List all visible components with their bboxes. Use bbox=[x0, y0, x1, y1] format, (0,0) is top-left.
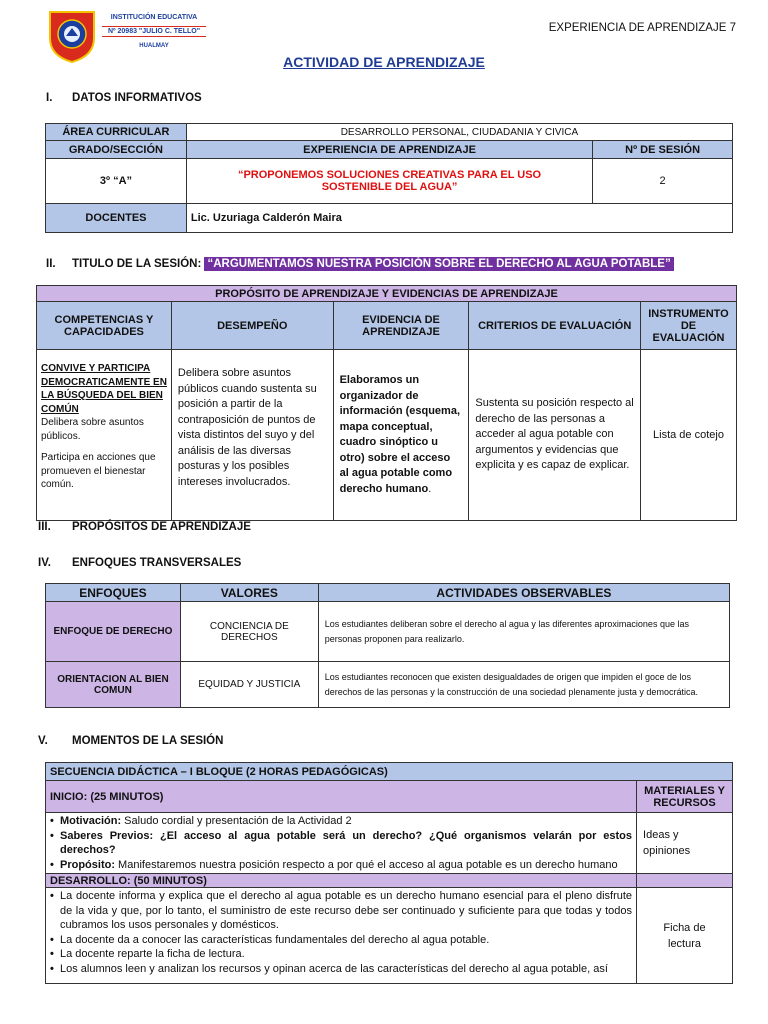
inicio-item-1 bbox=[50, 814, 632, 829]
inicio-label: INICIO: (25 MINUTOS) bbox=[46, 781, 637, 813]
proposito-table bbox=[36, 285, 737, 521]
valor-row-1: CONCIENCIA DE DERECHOS bbox=[180, 602, 318, 662]
logo-line-1: INSTITUCIÓN EDUCATIVA bbox=[110, 14, 198, 21]
capacidad-2: Participa en acciones que promueven el bienestar común. bbox=[41, 452, 156, 490]
desarrollo-materiales-header bbox=[637, 874, 733, 888]
grado-value: 3º “A” bbox=[46, 159, 187, 204]
section-1-title: DATOS INFORMATIVOS bbox=[72, 92, 202, 104]
motivacion-label: Motivación: bbox=[60, 815, 122, 827]
desarrollo-label: DESARROLLO: (50 MINUTOS) bbox=[46, 874, 637, 888]
sesion-value: 2 bbox=[593, 159, 733, 204]
competencia-title: CONVIVE Y PARTICIPA DEMOCRATICAMENTE EN LA BÚSQUEDA DEL BIEN COMÚN bbox=[41, 363, 167, 415]
desarrollo-item-4: • Los alumnos leen y analizan los recursos y opinan acerca de las características del derecho al agua potable, así bbox=[50, 962, 632, 977]
instrumento-cell: Lista de cotejo bbox=[640, 350, 736, 521]
sesion-label: Nº DE SESIÓN bbox=[593, 141, 733, 159]
section-4-number: IV. bbox=[38, 557, 52, 569]
saberes-previos-text: Saberes Previos: ¿El acceso al agua potable será un derecho? ¿Qué organismos velarán por estos derechos? bbox=[60, 829, 633, 856]
section-5-title: MOMENTOS DE LA SESIÓN bbox=[72, 735, 224, 747]
experiencia-label: EXPERIENCIA DE APRENDIZAJE bbox=[186, 141, 592, 159]
secuencia-label: SECUENCIA DIDÁCTICA – I BLOQUE (2 HORAS PEDAGÓGICAS) bbox=[46, 763, 733, 781]
datos-informativos-table bbox=[45, 123, 733, 233]
proposito-header: PROPÓSITO DE APRENDIZAJE Y EVIDENCIAS DE APRENDIZAJE bbox=[37, 286, 737, 302]
evidencia-text: Elaboramos un organizador de información (esquema, mapa conceptual, cuadro sinóptico u otro) sobre el acceso al agua potable como derecho humano bbox=[339, 374, 461, 495]
docentes-label: DOCENTES bbox=[46, 204, 187, 233]
col-competencias: COMPETENCIAS Y CAPACIDADES bbox=[37, 302, 172, 350]
logo-line-2: Nº 20983 "JULIO C. TELLO" bbox=[102, 26, 206, 37]
section-2-number: II. bbox=[46, 258, 56, 270]
competencias-cell bbox=[37, 350, 172, 521]
desempeno-cell: Delibera sobre asuntos públicos cuando sustenta su posición a partir de la contraposición de puntos de vista distintos del suyo y del análisis de las diversas posturas y los posibles intereses involucrados. bbox=[171, 350, 333, 521]
col-desempeno: DESEMPEÑO bbox=[171, 302, 333, 350]
section-3-heading bbox=[38, 521, 251, 533]
motivacion-text: Saludo cordial y presentación de la Actividad 2 bbox=[121, 815, 352, 827]
enfoque-row-2: ORIENTACION AL BIEN COMUN bbox=[46, 662, 181, 708]
proposito-text: Manifestaremos nuestra posición respecto a por qué el acceso al agua potable es un derecho humano bbox=[115, 858, 618, 871]
inicio-item-3 bbox=[50, 858, 632, 873]
momentos-table bbox=[45, 762, 733, 984]
evidencia-end: . bbox=[428, 482, 432, 495]
desarrollo-content bbox=[46, 888, 637, 984]
valor-row-2: EQUIDAD Y JUSTICIA bbox=[180, 662, 318, 708]
area-value: DESARROLLO PERSONAL, CIUDADANIA Y CIVICA bbox=[186, 124, 732, 141]
capacidad-1: Delibera sobre asuntos públicos. bbox=[41, 417, 144, 442]
col-actividades: ACTIVIDADES OBSERVABLES bbox=[318, 584, 729, 602]
inicio-item-2 bbox=[50, 829, 632, 858]
section-3-title: PROPÓSITOS DE APRENDIZAJE bbox=[72, 521, 251, 533]
actividad-row-1: Los estudiantes deliberan sobre el derecho al agua y las diferentes aproximaciones que las personas proponen para realizarlo. bbox=[318, 602, 729, 662]
col-criterios: CRITERIOS DE EVALUACIÓN bbox=[469, 302, 641, 350]
section-3-number: III. bbox=[38, 521, 51, 533]
docentes-value: Lic. Uzuriaga Calderón Maira bbox=[186, 204, 732, 233]
area-label: ÁREA CURRICULAR bbox=[46, 124, 187, 141]
section-1-heading bbox=[46, 92, 202, 104]
proposito-label: Propósito: bbox=[60, 858, 115, 871]
desarrollo-item-2: • La docente da a conocer las características fundamentales del derecho al agua potable. bbox=[50, 933, 632, 948]
experiencia-value: “PROPONEMOS SOLUCIONES CREATIVAS PARA EL USO SOSTENIBLE DEL AGUA” bbox=[186, 159, 592, 204]
enfoque-row-1: ENFOQUE DE DERECHO bbox=[46, 602, 181, 662]
materiales-label: MATERIALES Y RECURSOS bbox=[637, 781, 733, 813]
session-title: “ARGUMENTAMOS NUESTRA POSICIÓN SOBRE EL DERECHO AL AGUA POTABLE” bbox=[204, 257, 673, 271]
inicio-content bbox=[46, 813, 637, 874]
col-valores: VALORES bbox=[180, 584, 318, 602]
section-2-heading bbox=[46, 258, 674, 270]
grado-label: GRADO/SECCIÓN bbox=[46, 141, 187, 159]
evidencia-cell bbox=[333, 350, 469, 521]
col-instrumento: INSTRUMENTO DE EVALUACIÓN bbox=[640, 302, 736, 350]
inicio-materiales: Ideas y opiniones bbox=[637, 813, 733, 874]
section-4-title: ENFOQUES TRANSVERSALES bbox=[72, 557, 242, 569]
section-1-number: I. bbox=[46, 92, 53, 104]
desarrollo-item-1: • La docente informa y explica que el derecho al agua potable es un derecho humano esencial para el pleno disfrute de la vida y que, por lo tanto, el suministro de este recurso debe ser continuado y suficiente para que todas y todos cubramos los usos personales y domésticos. bbox=[50, 889, 632, 933]
section-5-heading bbox=[38, 735, 223, 747]
desarrollo-item-3: • La docente reparte la ficha de lectura. bbox=[50, 947, 632, 962]
actividad-row-2: Los estudiantes reconocen que existen desigualdades de origen que impiden el goce de los derechos de las personas y la construcción de una sociedad plenamente justa y democrática. bbox=[318, 662, 729, 708]
desarrollo-materiales: Ficha de lectura bbox=[637, 888, 733, 984]
col-evidencia: EVIDENCIA DE APRENDIZAJE bbox=[333, 302, 469, 350]
section-5-number: V. bbox=[38, 735, 48, 747]
criterios-cell: Sustenta su posición respecto al derecho de las personas a acceder al agua potable con argumentos y evidencias que explicita y es capaz de explicar. bbox=[469, 350, 641, 521]
logo-line-3: HUALMAY bbox=[139, 43, 169, 49]
section-4-heading bbox=[38, 557, 241, 569]
enfoques-table bbox=[45, 583, 730, 708]
page-title: ACTIVIDAD DE APRENDIZAJE bbox=[283, 54, 485, 70]
col-enfoques: ENFOQUES bbox=[46, 584, 181, 602]
experience-label: EXPERIENCIA DE APRENDIZAJE 7 bbox=[548, 22, 736, 34]
section-2-title: TITULO DE LA SESIÓN: bbox=[72, 258, 202, 270]
